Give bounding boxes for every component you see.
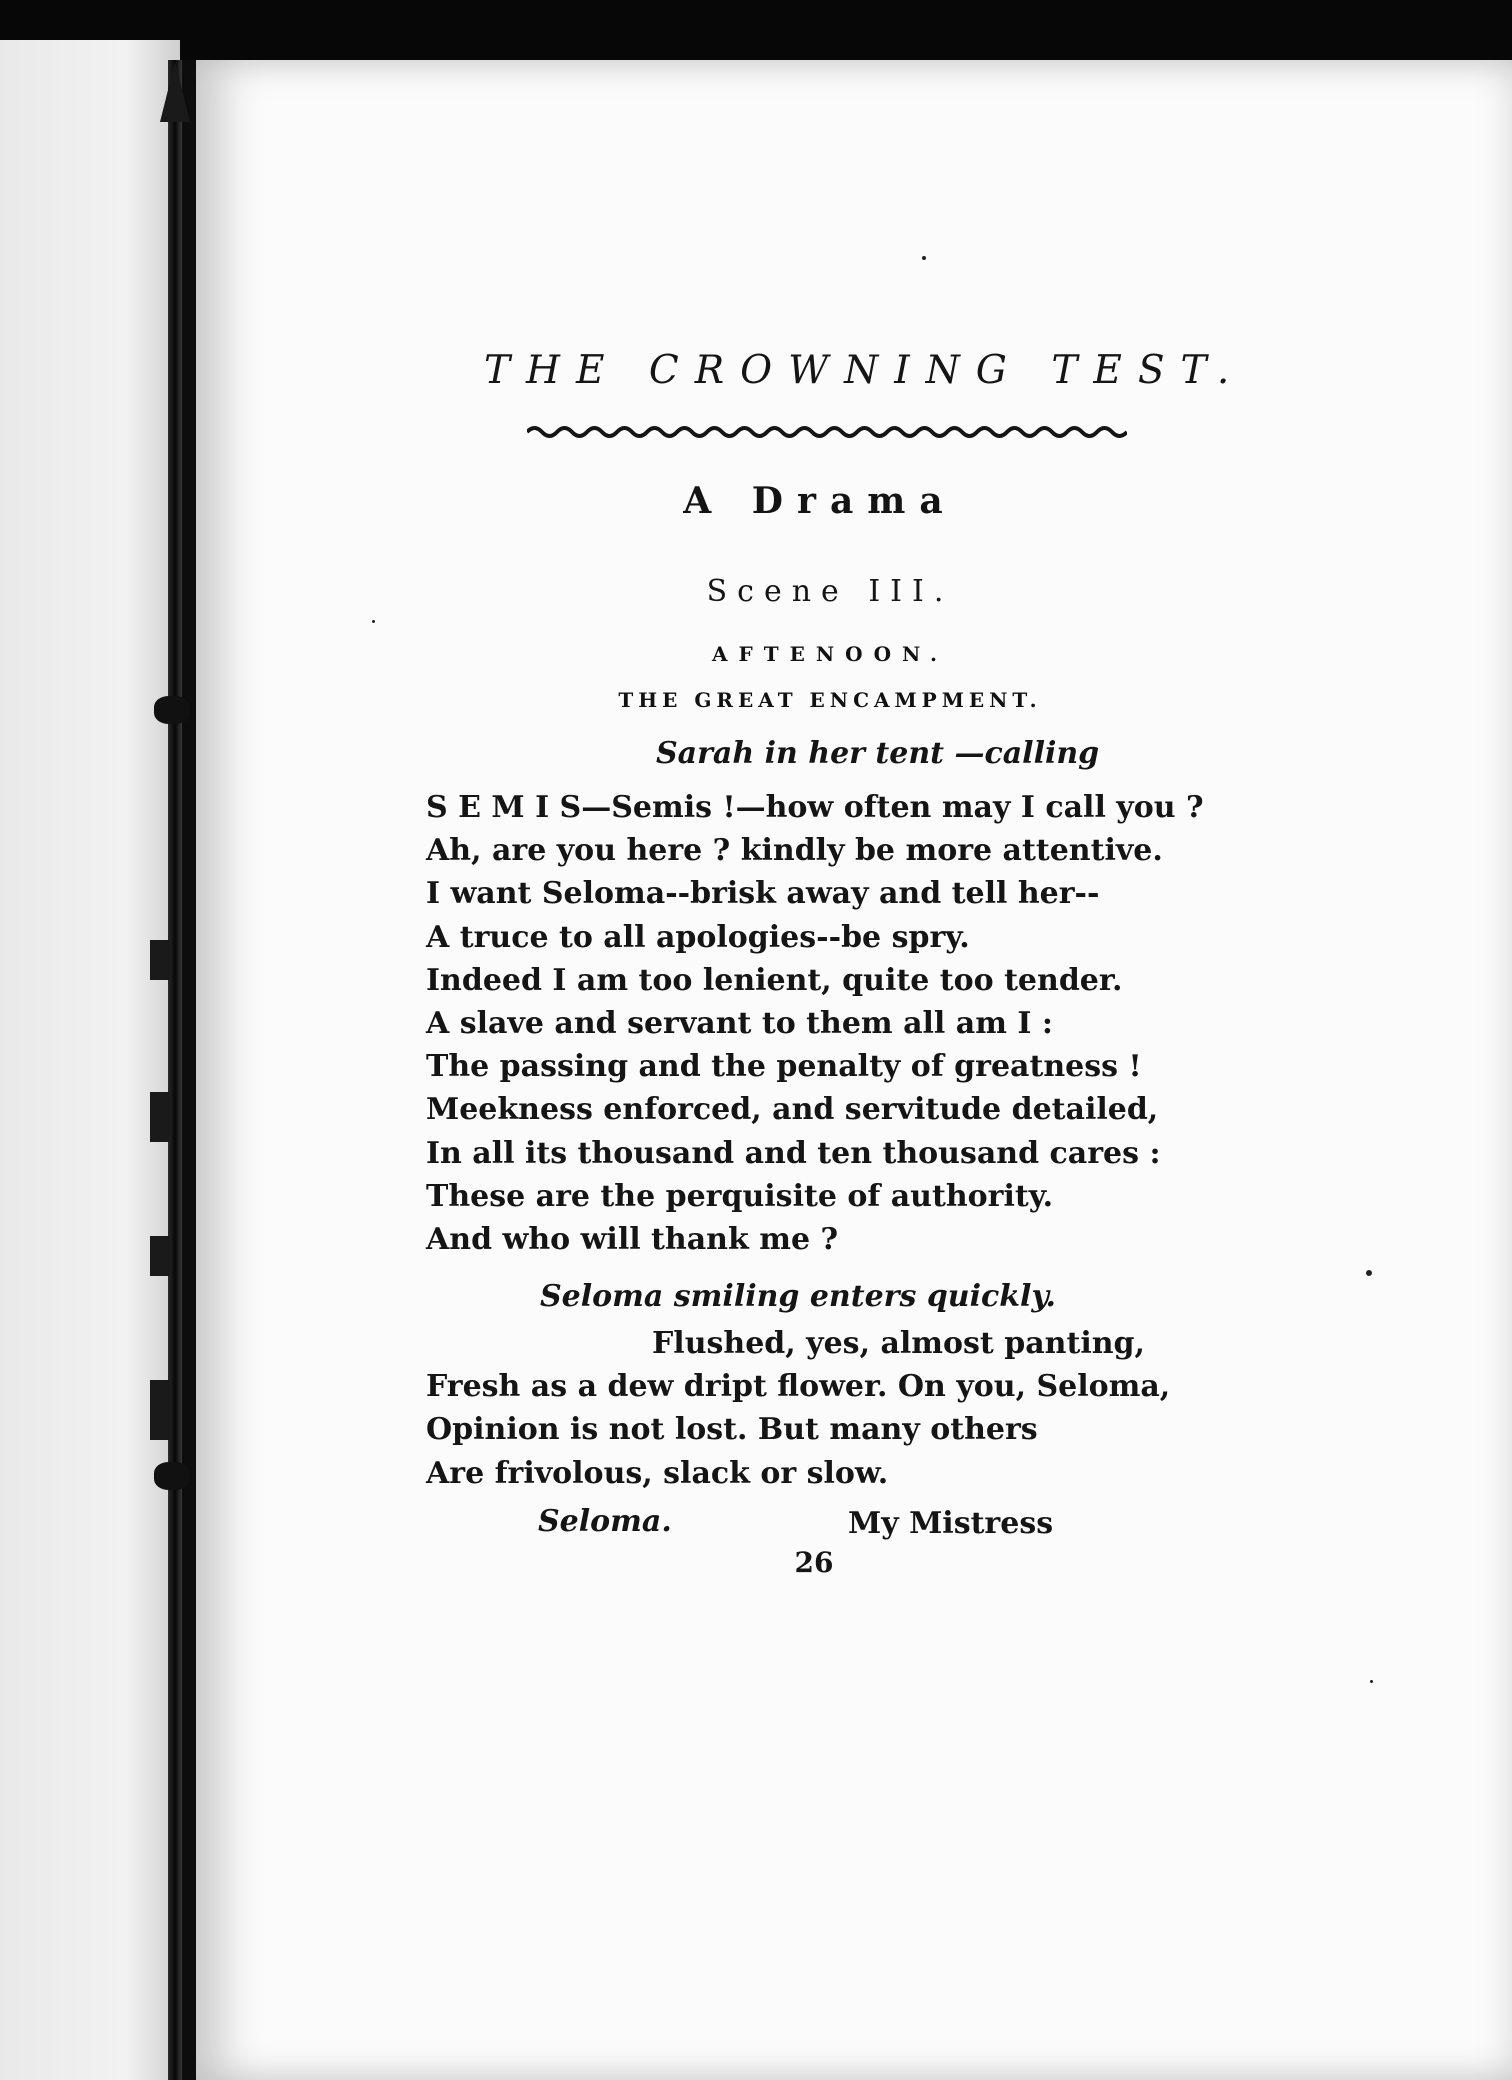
- verse-line: A slave and servant to them all am I :: [426, 1005, 1053, 1041]
- stage-direction: Sarah in her tent —calling: [656, 736, 1100, 771]
- scan-speck: [1370, 1680, 1373, 1683]
- speech-block-1: [426, 786, 1204, 1261]
- verse-line: These are the perquisite of authority.: [426, 1178, 1054, 1214]
- verse-line: Meekness enforced, and servitude detailed,: [426, 1092, 1159, 1128]
- verse-line: S E M I S—Semis !—how often may I call you ?: [426, 790, 1204, 825]
- catchword: My Mistress: [848, 1506, 1054, 1541]
- gutter-mark: [150, 940, 170, 980]
- book-gutter: [168, 60, 182, 2080]
- verse-line: Ah, are you here ? kindly be more attentive.: [426, 833, 1163, 869]
- wavy-rule: [527, 422, 1127, 442]
- verse-line: Are frivolous, slack or slow.: [426, 1455, 889, 1491]
- speaker-name: Seloma.: [538, 1504, 672, 1539]
- scan-speck: [372, 620, 375, 623]
- stage-direction: Seloma smiling enters quickly.: [540, 1279, 1056, 1314]
- verse-line: I want Seloma--brisk away and tell her--: [426, 876, 1100, 912]
- drama-subtitle: A Drama: [683, 480, 957, 522]
- scene-heading: Scene III.: [706, 574, 954, 609]
- scene-place: THE GREAT ENCAMPMENT.: [618, 688, 1042, 712]
- verse-line: Opinion is not lost. But many others: [426, 1412, 1038, 1448]
- speech-block-2: [426, 1322, 1186, 1495]
- gutter-mark: [154, 1462, 190, 1490]
- page-number: 26: [794, 1546, 834, 1579]
- verse-line: In all its thousand and ten thousand cares :: [426, 1135, 1161, 1171]
- gutter-mark: [150, 1236, 170, 1276]
- verse-line: Flushed, yes, almost panting,: [652, 1326, 1145, 1361]
- verse-line: Indeed I am too lenient, quite too tender.: [426, 962, 1123, 998]
- verse-line: A truce to all apologies--be spry.: [426, 919, 970, 955]
- page-title: THE CROWNING TEST.: [484, 348, 1246, 393]
- scan-top-border: [0, 0, 1512, 60]
- verse-line: And who will thank me ?: [426, 1221, 839, 1257]
- gutter-mark: [150, 1380, 170, 1440]
- gutter-tip: [160, 62, 190, 122]
- scan-speck: [922, 256, 926, 260]
- gutter-mark: [154, 696, 190, 724]
- verse-line: Fresh as a dew dript flower. On you, Seloma,: [426, 1369, 1171, 1405]
- verse-line: The passing and the penalty of greatness !: [426, 1049, 1142, 1085]
- facing-page-edge: [0, 40, 180, 2080]
- scan-speck: [1366, 1270, 1372, 1276]
- scene-time: AFTENOON.: [712, 642, 948, 666]
- gutter-mark: [150, 1092, 170, 1142]
